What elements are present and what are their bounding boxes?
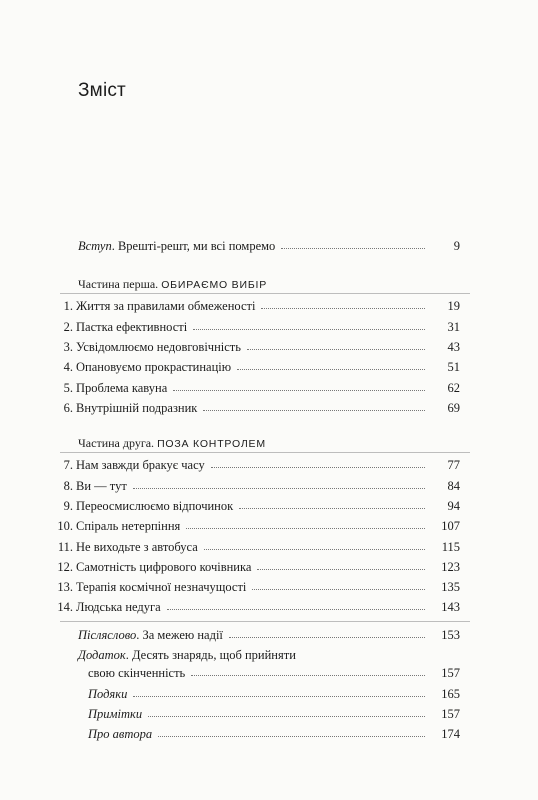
toc-page-number: 69 [447, 401, 460, 415]
toc-chapter-4[interactable] [0, 358, 538, 376]
toc-chapter-14[interactable] [0, 598, 538, 616]
toc-page-number: 107 [441, 519, 460, 533]
toc-chapter-2[interactable] [0, 318, 538, 336]
toc-chapter-10[interactable] [0, 517, 538, 535]
back-matter-divider [60, 621, 470, 622]
toc-chapter-6[interactable] [0, 399, 538, 417]
dot-leader [193, 329, 425, 330]
chapter-title: Самотність цифрового кочівника [76, 560, 252, 574]
chapter-title: Ви — тут [76, 479, 127, 493]
chapter-number: 5. [63, 381, 73, 395]
chapter-title: Життя за правилами обмеженості [76, 299, 256, 313]
part-label: Частина перша. [78, 277, 162, 291]
toc-page-number: 43 [447, 340, 460, 354]
chapter-number: 11. [57, 540, 73, 554]
toc-page-number: 9 [453, 239, 460, 253]
part-heading-2 [78, 435, 266, 452]
chapter-number: 7. [63, 458, 73, 472]
dot-leader [167, 609, 425, 610]
toc-entry-appendix-cont[interactable] [0, 664, 538, 682]
dot-leader [239, 508, 425, 509]
toc-entry-title [78, 237, 275, 255]
chapter-title: Пастка ефективності [76, 320, 188, 334]
part-heading-1 [78, 276, 267, 293]
toc-entry-appendix[interactable] [0, 646, 538, 664]
toc-entry-title [88, 725, 152, 743]
chapter-number: 3. [63, 340, 73, 354]
toc-entry-lead: Додаток [78, 648, 126, 662]
dot-leader [229, 637, 425, 638]
chapter-number: 10. [57, 519, 73, 533]
dot-leader [261, 308, 425, 309]
chapter-number: 14. [57, 600, 73, 614]
chapter-title: Опановуємо прокрастинацію [76, 360, 232, 374]
toc-page-number: 135 [441, 580, 460, 594]
page-title: Зміст [78, 80, 126, 101]
dot-leader [252, 589, 425, 590]
dot-leader [247, 349, 425, 350]
chapter-number: 4. [63, 360, 73, 374]
toc-page-number: 157 [441, 707, 460, 721]
dot-leader [133, 696, 425, 697]
toc-page-number: 19 [447, 299, 460, 313]
chapter-title: Внутрішній подразник [76, 401, 198, 415]
toc-chapter-7[interactable] [0, 456, 538, 474]
dot-leader [257, 569, 425, 570]
toc-entry-title [78, 646, 296, 664]
toc-page-number: 84 [447, 479, 460, 493]
part-label: Частина друга. [78, 436, 158, 450]
toc-chapter-9[interactable] [0, 497, 538, 515]
toc-page-number: 31 [447, 320, 460, 334]
chapter-title: Усвідомлюємо недовговічність [76, 340, 241, 354]
chapter-title: Терапія космічної незначущості [76, 580, 247, 594]
toc-page-number: 115 [441, 540, 460, 554]
toc-page-number: 153 [441, 628, 460, 642]
toc-page-number: 157 [441, 666, 460, 680]
chapter-title: Переосмислюємо відпочинок [76, 499, 234, 513]
part-name: ПОЗА КОНТРОЛЕМ [157, 438, 266, 450]
toc-entry-title [88, 705, 142, 723]
chapter-title: Не виходьте з автобуса [76, 540, 198, 554]
dot-leader [281, 248, 425, 249]
toc-chapter-3[interactable] [0, 338, 538, 356]
toc-page-number: 165 [441, 687, 460, 701]
chapter-number: 12. [57, 560, 73, 574]
toc-entry-title-text: . Врешті-решт, ми всі помремо [111, 239, 276, 253]
part-name: ОБИРАЄМО ВИБІР [161, 279, 268, 291]
toc-entry-notes[interactable] [0, 705, 538, 723]
toc-page-number: 174 [441, 727, 460, 741]
dot-leader [173, 390, 425, 391]
toc-entry-title [88, 685, 127, 703]
toc-entry-continuation: свою скінченність [88, 666, 186, 680]
toc-chapter-12[interactable] [0, 558, 538, 576]
toc-entry-lead: Примітки [88, 707, 143, 721]
toc-page-number: 94 [447, 499, 460, 513]
toc-page-number: 143 [441, 600, 460, 614]
toc-entry-afterword[interactable] [0, 626, 538, 644]
chapter-number: 13. [57, 580, 73, 594]
dot-leader [191, 675, 425, 676]
toc-entry-intro[interactable] [0, 237, 538, 255]
toc-chapter-5[interactable] [0, 379, 538, 397]
toc-chapter-13[interactable] [0, 578, 538, 596]
toc-page-number: 51 [447, 360, 460, 374]
chapter-title: Спіраль нетерпіння [76, 519, 181, 533]
chapter-title: Проблема кавуна [76, 381, 168, 395]
chapter-number: 2. [63, 320, 73, 334]
toc-entry-lead: Подяки [88, 687, 128, 701]
dot-leader [158, 736, 425, 737]
dot-leader [237, 369, 425, 370]
chapter-number: 8. [63, 479, 73, 493]
chapter-title: Нам завжди бракує часу [76, 458, 205, 472]
toc-chapter-1[interactable] [0, 297, 538, 315]
toc-page-number: 77 [447, 458, 460, 472]
dot-leader [204, 549, 425, 550]
toc-entry-title-text: . Десять знарядь, щоб прийняти [125, 648, 296, 662]
toc-page-number: 62 [447, 381, 460, 395]
chapter-number: 1. [63, 299, 73, 313]
toc-chapter-8[interactable] [0, 477, 538, 495]
chapter-number: 9. [63, 499, 73, 513]
toc-entry-acknowledgements[interactable] [0, 685, 538, 703]
dot-leader [203, 410, 425, 411]
chapter-number: 6. [63, 401, 73, 415]
toc-entry-lead: Про автора [88, 727, 153, 741]
toc-entry-lead: Вступ [78, 239, 112, 253]
part-divider [60, 452, 470, 453]
chapter-title: Людська недуга [76, 600, 161, 614]
toc-entry-title-text: . За межею надії [136, 628, 223, 642]
toc-page-number: 123 [441, 560, 460, 574]
dot-leader [211, 467, 425, 468]
toc-chapter-11[interactable] [0, 538, 538, 556]
dot-leader [186, 528, 425, 529]
toc-entry-title [78, 626, 223, 644]
dot-leader [148, 716, 425, 717]
toc-entry-about-author[interactable] [0, 725, 538, 743]
toc-entry-lead: Післяслово [78, 628, 137, 642]
part-divider [60, 293, 470, 294]
dot-leader [133, 488, 425, 489]
